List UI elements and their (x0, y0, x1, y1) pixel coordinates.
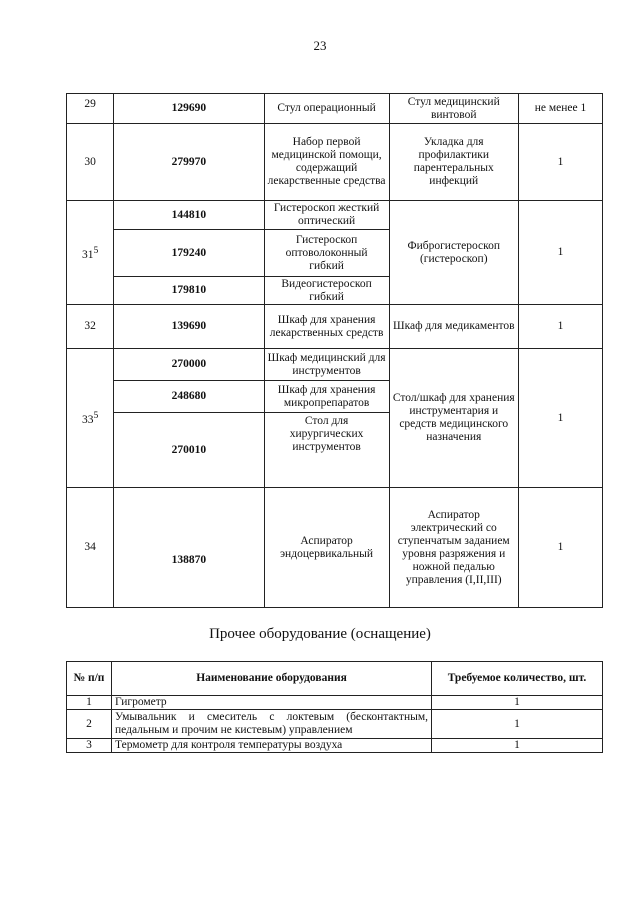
section-title: Прочее оборудование (оснащение) (209, 626, 431, 642)
row-number: $31^5$ (67, 201, 114, 305)
equipment-code: 138870 (114, 488, 264, 608)
row-number: 1 (67, 696, 112, 710)
equipment-name: Термометр для контроля температуры воздуха (112, 739, 432, 753)
equipment-code: 179240 (114, 230, 264, 277)
equipment-name: Аспиратор эндоцервикальный (264, 488, 389, 608)
row-number: 29 (67, 94, 114, 124)
table-row (67, 124, 603, 201)
equipment-alternative: Фиброгистероскоп (гистероскоп) (389, 201, 518, 305)
equipment-quantity: не менее 1 (518, 94, 602, 124)
equipment-name: Умывальник и смеситель с локтевым (бесконтактным, педальным и прочим не кистевым) управлением (112, 710, 432, 739)
equipment-name: Гистероскоп жесткий оптический (264, 201, 389, 230)
equipment-quantity: 1 (518, 124, 602, 201)
equipment-code: 144810 (114, 201, 264, 230)
row-number: 3 (67, 739, 112, 753)
equipment-name: Шкаф для хранения микропрепаратов (264, 381, 389, 413)
row-number: 34 (67, 488, 114, 608)
equipment-name: Набор первой медицинской помощи, содержащий лекарственные средства (264, 124, 389, 201)
table-row (67, 305, 603, 349)
footnote-mark: 5 (93, 244, 99, 256)
table-row (67, 488, 603, 608)
equipment-alternative: Стол/шкаф для хранения инструментария и средств медицинского назначения (389, 349, 518, 488)
equipment-name: Гигрометр (112, 696, 432, 710)
equipment-alternative: Аспиратор электрический со ступенчатым заданием уровня разряжения и ножной педалью управления (I,II,III) (389, 488, 518, 608)
column-header-number: № п/п (67, 662, 112, 696)
page-number: 23 (313, 38, 327, 53)
equipment-code: 270010 (114, 413, 264, 488)
row-number: $33^5$ (67, 349, 114, 488)
equipment-name: Стол для хирургических инструментов (264, 413, 389, 488)
other-equipment-table (66, 661, 603, 753)
equipment-quantity: 1 (518, 349, 602, 488)
table-row (67, 201, 603, 230)
equipment-name: Гистероскоп оптоволоконный гибкий (264, 230, 389, 277)
equipment-quantity: 1 (432, 710, 603, 739)
equipment-name: Шкаф медицинский для инструментов (264, 349, 389, 381)
table-row (67, 739, 603, 753)
table-row (67, 696, 603, 710)
table-header-row (67, 662, 603, 696)
equipment-table (66, 93, 603, 608)
table-row (67, 710, 603, 739)
column-header-quantity: Требуемое количество, шт. (432, 662, 603, 696)
equipment-quantity: 1 (518, 488, 602, 608)
equipment-name: Видеогистероскоп гибкий (264, 277, 389, 305)
footnote-mark: 5 (93, 410, 99, 422)
row-number: 30 (67, 124, 114, 201)
equipment-code: 248680 (114, 381, 264, 413)
column-header-name: Наименование оборудования (112, 662, 432, 696)
equipment-name: Стул операционный (264, 94, 389, 124)
equipment-alternative: Шкаф для медикаментов (389, 305, 518, 349)
equipment-quantity: 1 (432, 696, 603, 710)
row-number: 2 (67, 710, 112, 739)
equipment-quantity: 1 (518, 201, 602, 305)
table-row (67, 349, 603, 381)
equipment-code: 279970 (114, 124, 264, 201)
equipment-code: 129690 (114, 94, 264, 124)
equipment-alternative: Стул медицинский винтовой (389, 94, 518, 124)
row-number: 32 (67, 305, 114, 349)
equipment-quantity: 1 (432, 739, 603, 753)
equipment-code: 270000 (114, 349, 264, 381)
equipment-code: 139690 (114, 305, 264, 349)
equipment-code: 179810 (114, 277, 264, 305)
equipment-alternative: Укладка для профилактики парентеральных инфекций (389, 124, 518, 201)
equipment-name: Шкаф для хранения лекарственных средств (264, 305, 389, 349)
equipment-quantity: 1 (518, 305, 602, 349)
table-row (67, 94, 603, 124)
